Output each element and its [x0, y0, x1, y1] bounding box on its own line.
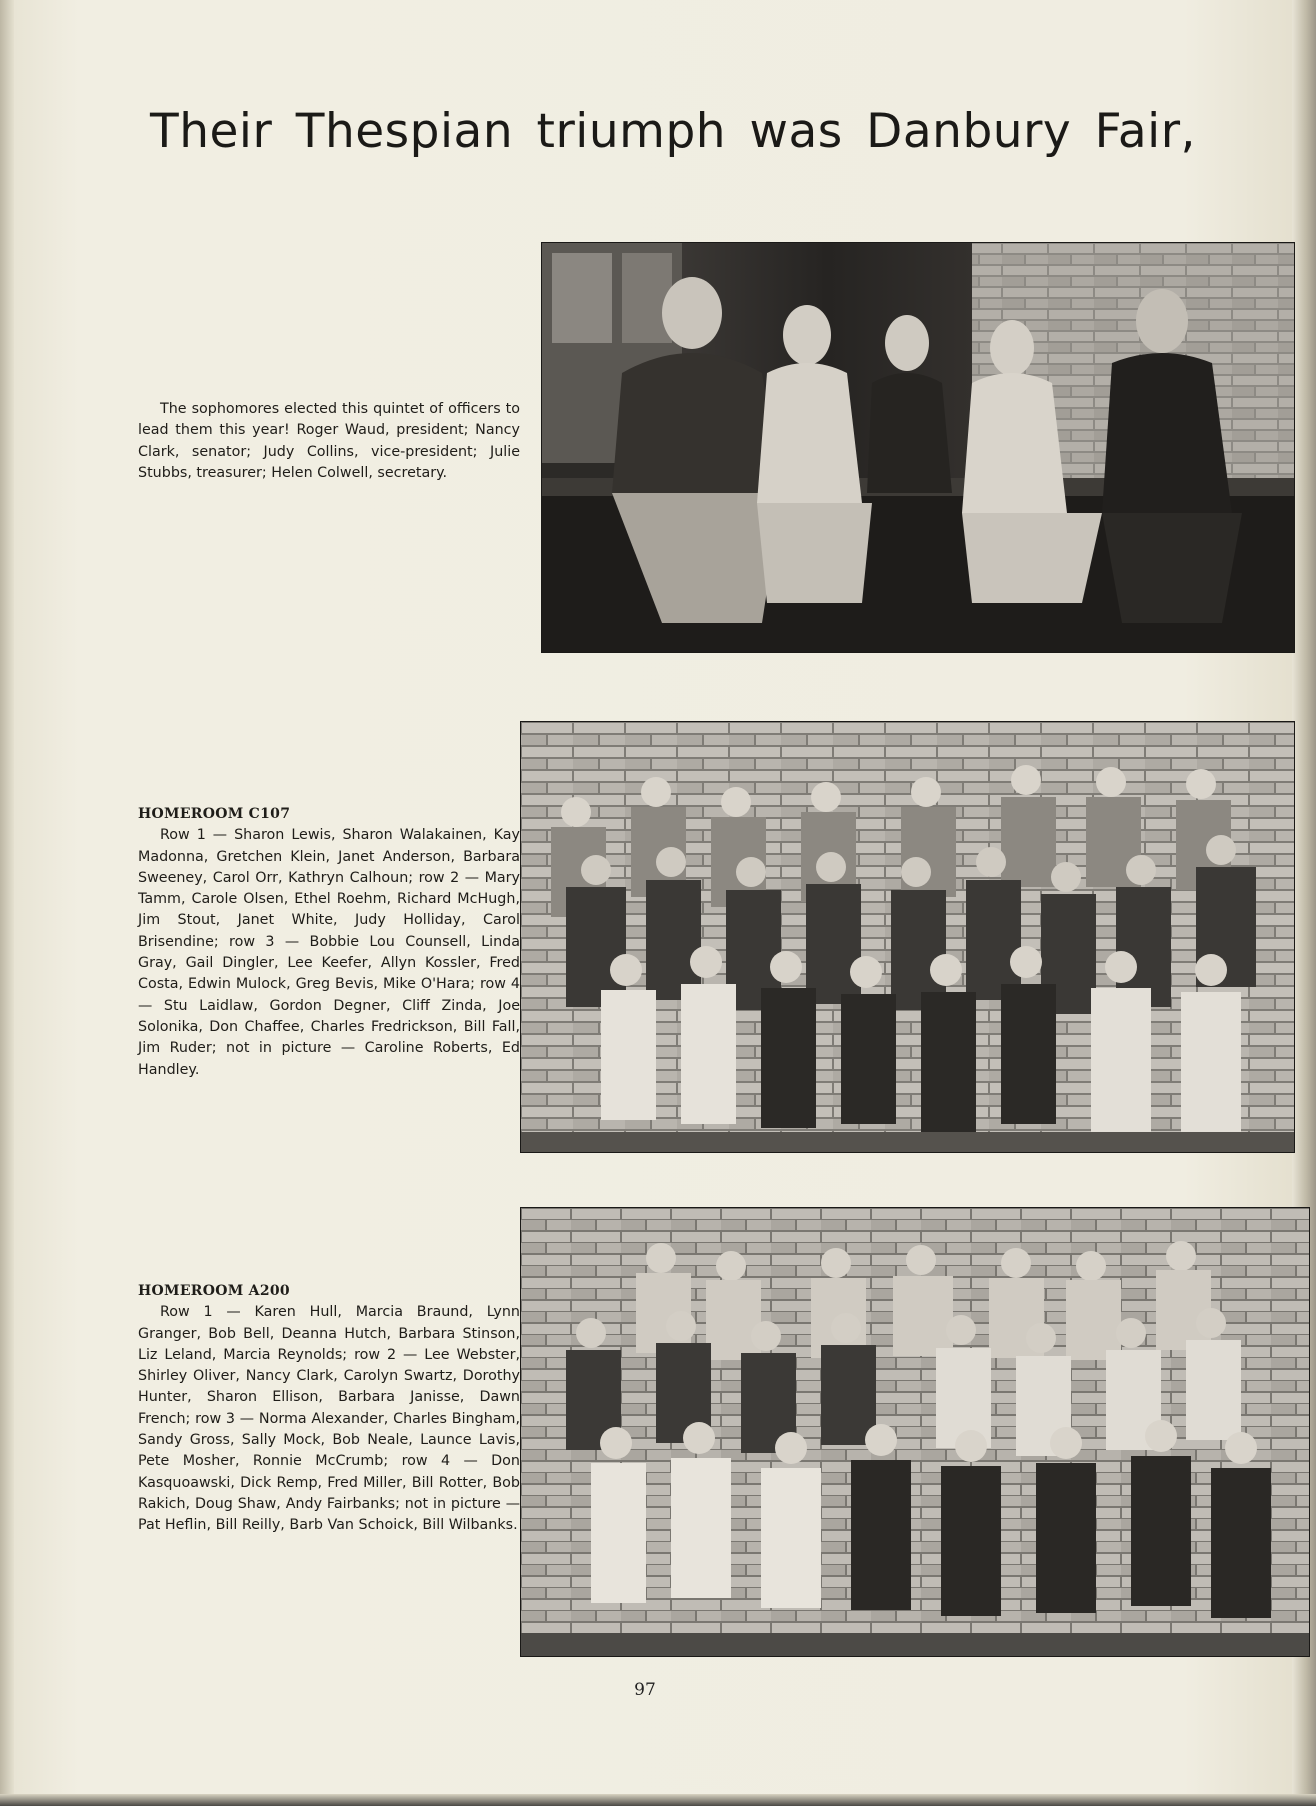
homeroom-c107-photo-image — [521, 722, 1294, 1152]
homeroom-c107-caption — [138, 804, 520, 1081]
officers-caption-text: The sophomores elected this quintet of officers to lead them this year! Roger Waud, president; Nancy Clark, senator; Judy Collins, vice-president; Julie Stubbs, treasurer; Helen Colwell, secretary. — [138, 401, 520, 481]
homeroom-a200-caption — [138, 1281, 520, 1537]
page-spine-shadow — [0, 0, 14, 1806]
page-bottom-edge — [0, 1794, 1316, 1806]
homeroom-a200-roster: Row 1 — Karen Hull, Marcia Braund, Lynn Granger, Bob Bell, Deanna Hutch, Barbara Stinson, Liz Leland, Marcia Reynolds; row 2 — Lee Webster, Shirley Oliver, Nancy Clark, Carolyn Swartz, Dorothy Hunter, Sharon Ellison, Barbara Janisse, Dawn French; row 3 — Norma Alexander, Charles Bingham, Sandy Gross, Sally Mock, Bob Neale, Launce Lavis, Pete Mosher, Ronnie McCrumb; row 4 — Don Kasquoawski, Dick Remp, Fred Miller, Bill Rotter, Bob Rakich, Doug Shaw, Andy Fairbanks; not in picture — Pat Heflin, Bill Reilly, Barb Van Schoick, Bill Wilbanks. — [138, 1304, 520, 1534]
homeroom-c107-title: HOMEROOM C107 — [138, 806, 291, 822]
officers-photo-image — [542, 243, 1294, 652]
homeroom-c107-photo — [521, 722, 1294, 1152]
homeroom-c107-roster: Row 1 — Sharon Lewis, Sharon Walakainen, Kay Madonna, Gretchen Klein, Janet Anderson, Barbara Sweeney, Carol Orr, Kathryn Calhoun; row 2 — Mary Tamm, Carole Olsen, Ethel Roehm, Richard McHugh, Jim Stout, Janet White, Judy Holliday, Carol Brisendine; row 3 — Bobbie Lou Counsell, Linda Gray, Gail Dingler, Lee Keefer, Allyn Kossler, Fred Costa, Edwin Mulock, Greg Bevis, Mike O'Hara; row 4 — Stu Laidlaw, Gordon Degner, Cliff Zinda, Joe Solonika, Don Chaffee, Charles Fredrickson, Bill Fall, Jim Ruder; not in picture — Caroline Roberts, Ed Handley. — [138, 827, 520, 1078]
homeroom-a200-title: HOMEROOM A200 — [138, 1283, 290, 1299]
officers-photo — [542, 243, 1294, 652]
officers-caption — [138, 399, 520, 484]
page-number: 97 — [634, 1680, 656, 1700]
page-headline: Their Thespian triumph was Danbury Fair, — [150, 104, 1196, 159]
homeroom-a200-photo-image — [521, 1208, 1309, 1656]
homeroom-a200-photo — [521, 1208, 1309, 1656]
